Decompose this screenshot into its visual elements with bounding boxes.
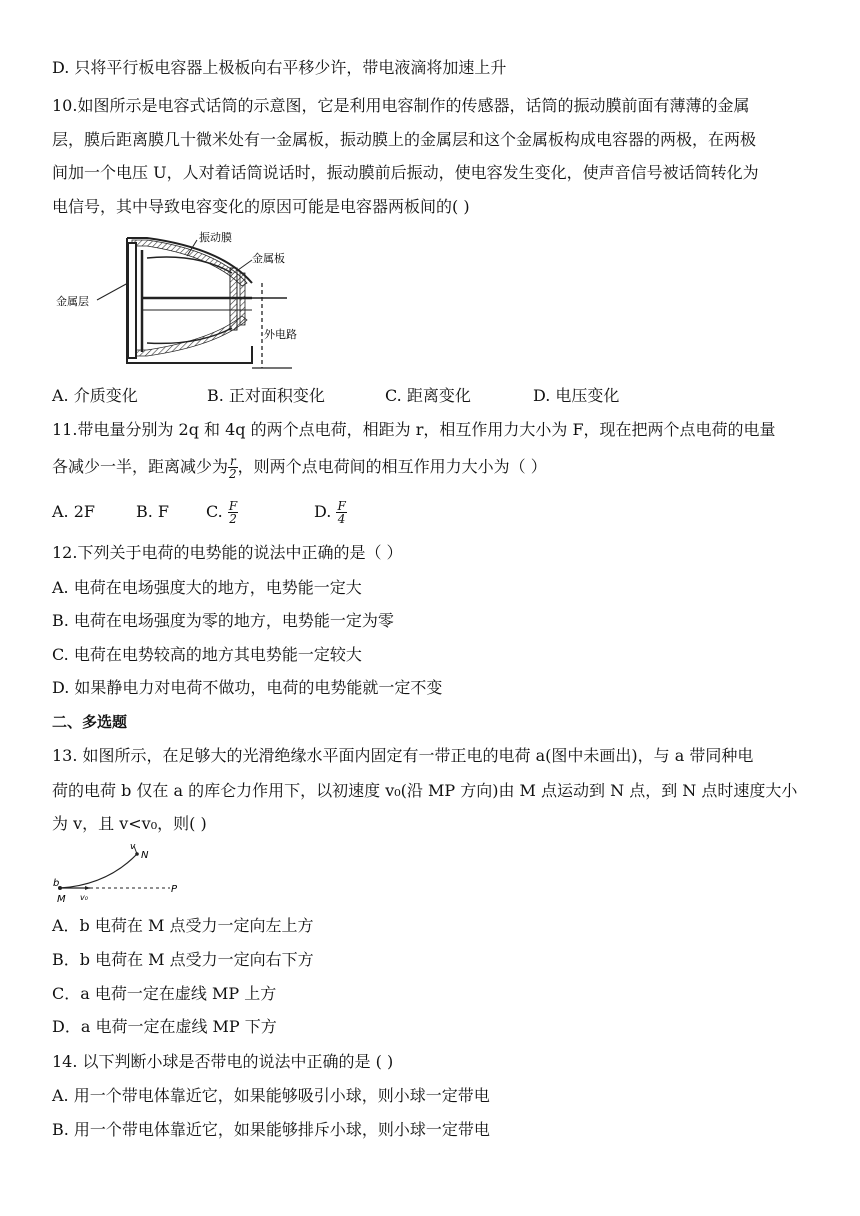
- svg-text:v₀: v₀: [80, 893, 88, 902]
- svg-text:v: v: [130, 842, 136, 852]
- point-n: [135, 852, 139, 856]
- q11-fraction-r-over-2: $\frac{r}{2}$: [229, 454, 237, 481]
- q11-stem-line2: [52, 455, 830, 480]
- q13-option-d: D．a 电荷一定在虚线 MP 下方: [52, 1017, 277, 1036]
- q12-stem: 12.下列关于电荷的电势能的说法中正确的是（ ）: [52, 543, 403, 562]
- q13-option-c: C．a 电荷一定在虚线 MP 上方: [52, 984, 277, 1003]
- q11-option-c: C. $\frac{F}{2}$: [206, 499, 238, 526]
- q13-stem-line1: 13. 如图所示，在足够大的光滑绝缘水平面内固定有一带正电的电荷 a(图中未画出)，与 a 带同种电: [52, 746, 754, 765]
- q11-option-a: A. 2F: [52, 502, 96, 521]
- q11-stem-line1: 11.带电量分别为 2q 和 4q 的两个点电荷，相距为 r，相互作用力大小为 F，现在把两个点电荷的电量: [52, 420, 776, 439]
- q14-stem: 14. 以下判断小球是否带电的说法中正确的是 ( ): [52, 1052, 394, 1071]
- q11-option-b: B. F: [136, 502, 170, 521]
- trajectory-curve: [60, 854, 137, 888]
- q13-stem-line3: 为 v，且 v<v₀，则( ): [52, 814, 207, 833]
- q12-option-c: C. 电荷在电势较高的地方其电势能一定较大: [52, 645, 362, 664]
- q13-option-b: B．b 电荷在 M 点受力一定向右下方: [52, 950, 314, 969]
- microphone-diagram: [52, 228, 342, 374]
- q9-option-d: D. 只将平行板电容器上极板向右平移少许，带电液滴将加速上升: [52, 58, 507, 77]
- metal-plate: [230, 268, 237, 330]
- q10-stem-line4: 电信号，其中导致电容变化的原因可能是电容器两板间的( ): [52, 197, 470, 216]
- q10-stem-line3: 间加一个电压 U，人对着话筒说话时，振动膜前后振动，使电容发生变化，使声音信号被话筒转化为: [52, 163, 759, 182]
- q10-option-a: A. 介质变化: [52, 386, 138, 405]
- q12-option-a: A. 电荷在电场强度大的地方，电势能一定大: [52, 578, 362, 597]
- svg-text:M: M: [57, 894, 66, 905]
- q10-stem-line2: 层，膜后距离膜几十微米处有一金属板，振动膜上的金属层和这个金属板构成电容器的两极，在两极: [52, 130, 757, 149]
- q10-option-d: D. 电压变化: [533, 386, 620, 405]
- q12-option-d: D. 如果静电力对电荷不做功，电荷的电势能就一定不变: [52, 678, 443, 697]
- svg-text:b: b: [53, 878, 60, 889]
- label-layer: 金属层: [56, 295, 89, 308]
- q13-option-a: A．b 电荷在 M 点受力一定向左上方: [52, 916, 314, 935]
- q11-stem-line2-b: ，则两个点电荷间的相互作用力大小为（ ）: [237, 457, 547, 476]
- section-multiple-choice-heading: 二、多选题: [52, 713, 128, 731]
- q11-options: [52, 500, 830, 525]
- svg-text:N: N: [141, 850, 149, 861]
- svg-text:P: P: [171, 884, 178, 895]
- q13-stem-line2: 荷的电荷 b 仅在 a 的库仑力作用下，以初速度 v₀(沿 MP 方向)由 M 点运动到 N 点，到 N 点时速度大小: [52, 781, 798, 800]
- metal-layer: [128, 243, 136, 358]
- q10-stem-line1: 10.如图所示是电容式话筒的示意图，它是利用电容制作的传感器，话筒的振动膜前面有薄薄的金属: [52, 96, 750, 115]
- q10-options: [52, 386, 830, 406]
- trajectory-diagram: [52, 840, 192, 906]
- label-plate: 金属板: [252, 252, 285, 265]
- q14-option-b: B. 用一个带电体靠近它，如果能够排斥小球，则小球一定带电: [52, 1120, 490, 1139]
- q11-option-d: D. $\frac{F}{4}$: [314, 499, 346, 526]
- label-circuit: 外电路: [264, 328, 297, 341]
- label-membrane: 振动膜: [199, 231, 232, 244]
- q10-option-b: B. 正对面积变化: [207, 386, 325, 405]
- q11-stem-line2-a: 各减少一半，距离减少为: [52, 457, 229, 476]
- q14-option-a: A. 用一个带电体靠近它，如果能够吸引小球，则小球一定带电: [52, 1086, 490, 1105]
- q10-option-c: C. 距离变化: [385, 386, 471, 405]
- q12-option-b: B. 电荷在电场强度为零的地方，电势能一定为零: [52, 611, 394, 630]
